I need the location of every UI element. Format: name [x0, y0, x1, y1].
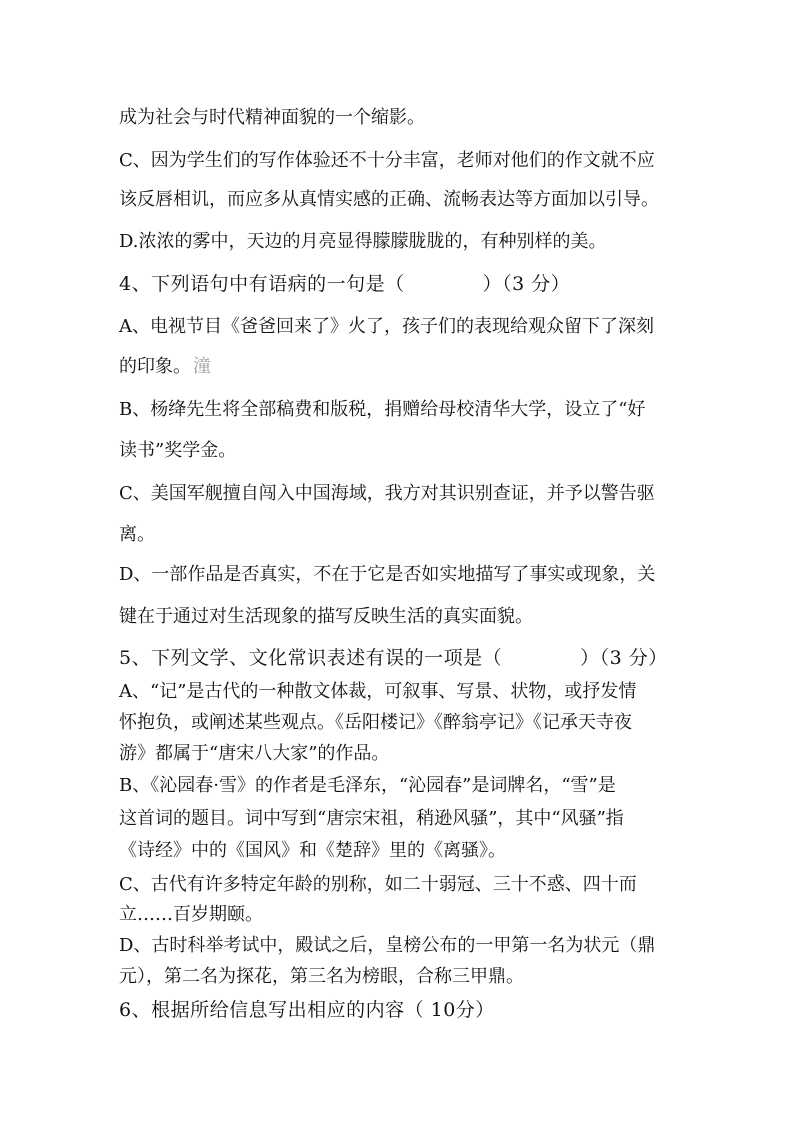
q5-option-b-line-3: 《诗经》中的《国风》和《楚辞》里的《离骚》。 — [119, 840, 506, 861]
q4-option-a-line-2 — [119, 355, 211, 379]
q5-option-c-line-1: C、古代有许多特定年龄的别称，如二十弱冠、三十不惑、四十而 — [119, 874, 637, 895]
q5-option-a-line-3: 游》都属于“唐宋八大家”的作品。 — [119, 743, 390, 764]
q5-option-a-line-2: 怀抱负，或阐述某些观点。《岳阳楼记》《醉翁亭记》《记承天寺夜 — [119, 712, 632, 733]
q4-option-a-line-1: A、电视节目《爸爸回来了》火了，孩子们的表现给观众留下了深刻 — [119, 316, 654, 337]
q5-option-b-line-1: B、《沁园春·雪》的作者是毛泽东，“沁园春”是词牌名，“雪”是 — [119, 775, 616, 796]
q4-option-a-text: 的印象。 — [119, 356, 191, 377]
q5-option-b-line-2: 这首词的题目。词中写到“唐宗宋祖，稍逊风骚”，其中“风骚”指 — [119, 808, 624, 829]
question-4-heading: 4、下列语句中有语病的一句是（ ）（3 分） — [119, 273, 571, 295]
q5-option-c-line-2: 立……百岁期颐。 — [119, 904, 263, 925]
option-c-line-2: 该反唇相讥，而应多从真情实感的正确、流畅表达等方面加以引导。 — [119, 189, 659, 210]
q5-option-d-line-2: 元），第二名为探花，第三名为榜眼，合称三甲鼎。 — [119, 966, 524, 987]
q4-option-b-line-1: B、杨绛先生将全部稿费和版税，捐赠给母校清华大学，设立了“好 — [119, 399, 646, 420]
q4-option-d-line-2: 键在于通过对生活现象的描写反映生活的真实面貌。 — [119, 606, 533, 627]
q5-option-a-line-1: A、“记”是古代的一种散文体裁，可叙事、写景、状物，或抒发情 — [119, 681, 637, 702]
q4-option-b-line-2: 读书”奖学金。 — [119, 440, 237, 461]
option-c-line-1: C、因为学生们的写作体验还不十分丰富，老师对他们的作文就不应 — [119, 150, 655, 171]
q4-option-c-line-1: C、美国军舰擅自闯入中国海域，我方对其识别查证，并予以警告驱 — [119, 483, 655, 504]
question-6-heading: 6、根据所给信息写出相应的内容（ 10分） — [119, 999, 495, 1021]
question-5-heading: 5、下列文学、文化常识表述有误的一项是（ ）（3 分） — [119, 647, 668, 669]
q4-option-c-line-2: 离。 — [119, 524, 155, 545]
marginal-mark: 潼 — [193, 356, 211, 377]
q4-option-d-line-1: D、一部作品是否真实，不在于它是否如实地描写了事实或现象，关 — [119, 564, 656, 585]
text-line-continuation: 成为社会与时代精神面貌的一个缩影。 — [119, 107, 425, 128]
option-d-line-1: D.浓浓的雾中，天边的月亮显得朦朦胧胧的，有种别样的美。 — [119, 231, 607, 252]
q5-option-d-line-1: D、古时科举考试中，殿试之后，皇榜公布的一甲第一名为状元（鼎 — [119, 935, 656, 956]
